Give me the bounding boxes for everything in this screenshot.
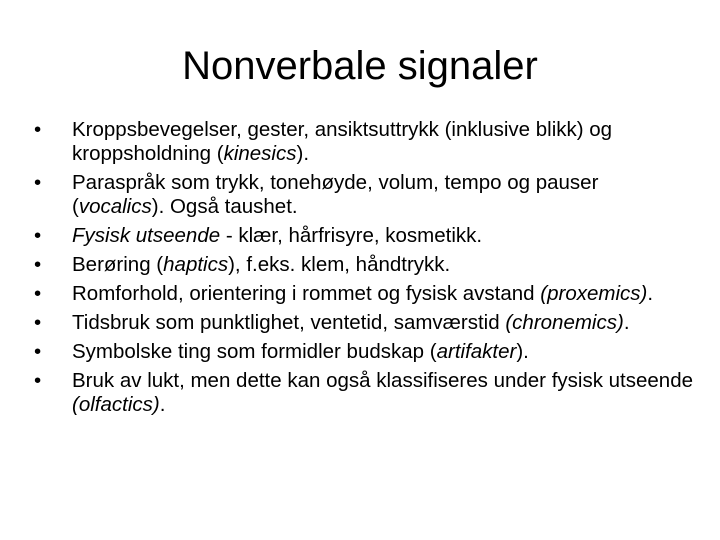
bullet-item bbox=[34, 340, 694, 364]
bullet-text: Paraspråk som trykk, tonehøyde, volum, tempo og pauser ( bbox=[72, 171, 599, 218]
bullet-text: Tidsbruk som punktlighet, ventetid, samværstid bbox=[72, 311, 506, 334]
bullet-dot: • bbox=[34, 369, 42, 392]
bullet-term: haptics bbox=[163, 253, 229, 276]
bullet-term: (proxemics) bbox=[540, 282, 648, 305]
bullet-term: (chronemics) bbox=[505, 311, 624, 334]
bullet-item bbox=[34, 311, 694, 335]
bullet-text: ), f.eks. klem, håndtrykk. bbox=[228, 253, 451, 276]
bullet-item bbox=[34, 118, 694, 166]
bullet-dot: • bbox=[34, 282, 42, 305]
bullet-text: Symbolske ting som formidler budskap ( bbox=[72, 340, 437, 363]
bullet-dot: • bbox=[34, 340, 42, 363]
bullet-text: ). bbox=[516, 340, 529, 363]
bullet-dot: • bbox=[34, 311, 42, 334]
bullet-text: ). Også taushet. bbox=[151, 195, 298, 218]
bullet-dot: • bbox=[34, 253, 42, 276]
bullet-text: . bbox=[647, 282, 654, 305]
bullet-text: . bbox=[159, 393, 166, 416]
bullet-term: Fysisk utseende bbox=[72, 224, 221, 247]
bullet-text: . bbox=[623, 311, 630, 334]
bullet-text: - klær, hårfrisyre, kosmetikk. bbox=[220, 224, 483, 247]
bullet-term: (olfactics) bbox=[72, 393, 160, 416]
bullet-item bbox=[34, 369, 694, 417]
bullet-text: Romforhold, orientering i rommet og fysisk avstand bbox=[72, 282, 541, 305]
bullet-dot: • bbox=[34, 224, 42, 247]
bullet-list bbox=[34, 118, 694, 422]
bullet-item bbox=[34, 224, 694, 248]
bullet-text: Kroppsbevegelser, gester, ansiktsuttrykk (inklusive blikk) og kroppsholdning ( bbox=[72, 118, 613, 165]
bullet-item bbox=[34, 171, 694, 219]
bullet-text: Bruk av lukt, men dette kan også klassifiseres under fysisk utseende bbox=[72, 369, 694, 392]
slide-title: Nonverbale signaler bbox=[182, 44, 538, 88]
bullet-term: vocalics bbox=[78, 195, 152, 218]
bullet-dot: • bbox=[34, 171, 42, 194]
bullet-term: artifakter bbox=[436, 340, 517, 363]
bullet-dot: • bbox=[34, 118, 42, 141]
bullet-term: kinesics bbox=[223, 142, 297, 165]
bullet-text: Berøring ( bbox=[72, 253, 164, 276]
bullet-item bbox=[34, 282, 694, 306]
bullet-item bbox=[34, 253, 694, 277]
bullet-text: ). bbox=[296, 142, 310, 165]
